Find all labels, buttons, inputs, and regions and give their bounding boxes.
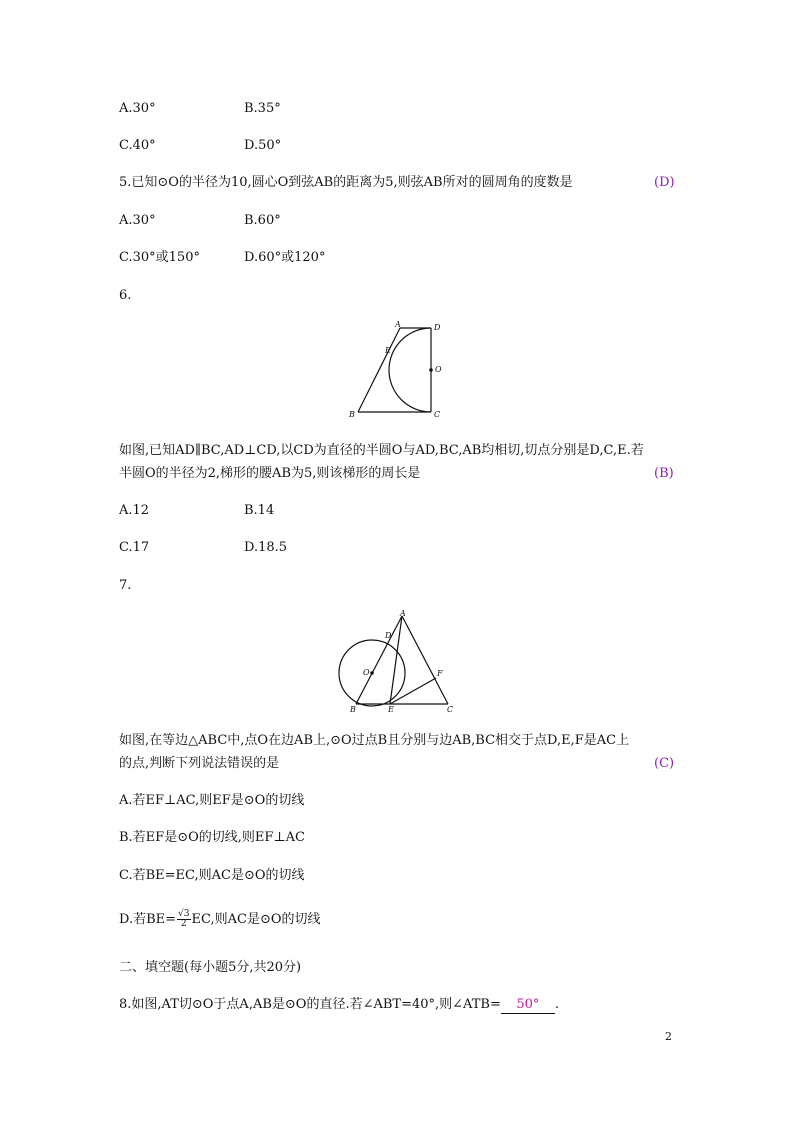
q5-stem: 5.已知⊙O的半径为10,圆心O到弦AB的距离为5,则弦AB所对的圆周角的度数是	[119, 175, 573, 190]
q6-label-c: C	[434, 410, 441, 419]
q6-stem-line1: 如图,已知AD∥BC,AD⊥CD,以CD为直径的半圆O与AD,BC,AB均相切,切点分别是D,C,E.若	[119, 443, 644, 458]
q6-label-o: O	[435, 365, 442, 374]
q5-option-a: A.30°	[119, 213, 156, 228]
q8-stem	[119, 997, 559, 1014]
q5-option-b: B.60°	[244, 213, 281, 228]
page-number: 2	[665, 1030, 672, 1043]
q8-answer-blank: 50°	[501, 997, 555, 1014]
q7-option-d-post: EC,则AC是⊙O的切线	[191, 912, 321, 927]
q6-stem-line2: 半圆O的半径为2,梯形的腰AB为5,则该梯形的周长是	[119, 466, 421, 481]
q7-stem-line2: 的点,判断下列说法错误的是	[119, 756, 280, 771]
q5-answer: (D)	[654, 175, 675, 190]
q7-label-f: F	[437, 669, 443, 678]
q6-option-a: A.12	[119, 503, 150, 518]
q5-option-c: C.30°或150°	[119, 250, 200, 265]
q7-label-e: E	[388, 705, 394, 714]
q7-label-a: A	[400, 609, 406, 618]
fraction-denominator: 2	[180, 919, 187, 929]
fraction	[177, 910, 190, 929]
q7-stem-line1: 如图,在等边△ABC中,点O在边AB上,⊙O过点B且分别与边AB,BC相交于点D,E,F是AC上	[119, 733, 630, 748]
fraction-numerator: √3	[178, 909, 190, 919]
q8-stem-pre: 8.如图,AT切⊙O于点A,AB是⊙O的直径.若∠ABT=40°,则∠ATB=	[119, 997, 501, 1012]
q6-number: 6.	[119, 288, 132, 303]
q7-label-d: D	[385, 631, 392, 640]
q4-option-c: C.40°	[119, 138, 156, 153]
q6-label-b: B	[349, 410, 355, 419]
q7-figure-triangle-circle	[330, 608, 465, 714]
section-heading: 二、填空题(每小题5分,共20分)	[119, 960, 302, 975]
q4-option-a: A.30°	[119, 101, 156, 116]
q5-option-d: D.60°或120°	[244, 250, 326, 265]
q6-label-d: D	[434, 323, 441, 332]
q7-option-d	[119, 910, 321, 929]
q8-stem-post: .	[554, 997, 559, 1012]
q7-label-b: B	[350, 705, 356, 714]
q4-option-b: B.35°	[244, 101, 281, 116]
q6-option-d: D.18.5	[244, 540, 288, 555]
q6-label-e: E	[385, 346, 391, 355]
q7-number: 7.	[119, 578, 132, 593]
q7-answer: (C)	[654, 756, 675, 771]
q6-label-a: A	[395, 320, 401, 329]
q6-option-c: C.17	[119, 540, 150, 555]
q4-option-d: D.50°	[244, 138, 282, 153]
q6-figure-trapezoid-semicircle	[340, 318, 450, 422]
q7-label-c: C	[447, 705, 454, 714]
q7-option-b: B.若EF是⊙O的切线,则EF⊥AC	[119, 830, 305, 845]
q7-option-d-pre: D.若BE=	[119, 912, 177, 927]
q7-label-o: O	[363, 668, 370, 677]
q6-option-b: B.14	[244, 503, 275, 518]
q6-answer: (B)	[654, 466, 674, 481]
q7-option-a: A.若EF⊥AC,则EF是⊙O的切线	[119, 793, 305, 808]
q7-option-c: C.若BE=EC,则AC是⊙O的切线	[119, 868, 305, 883]
